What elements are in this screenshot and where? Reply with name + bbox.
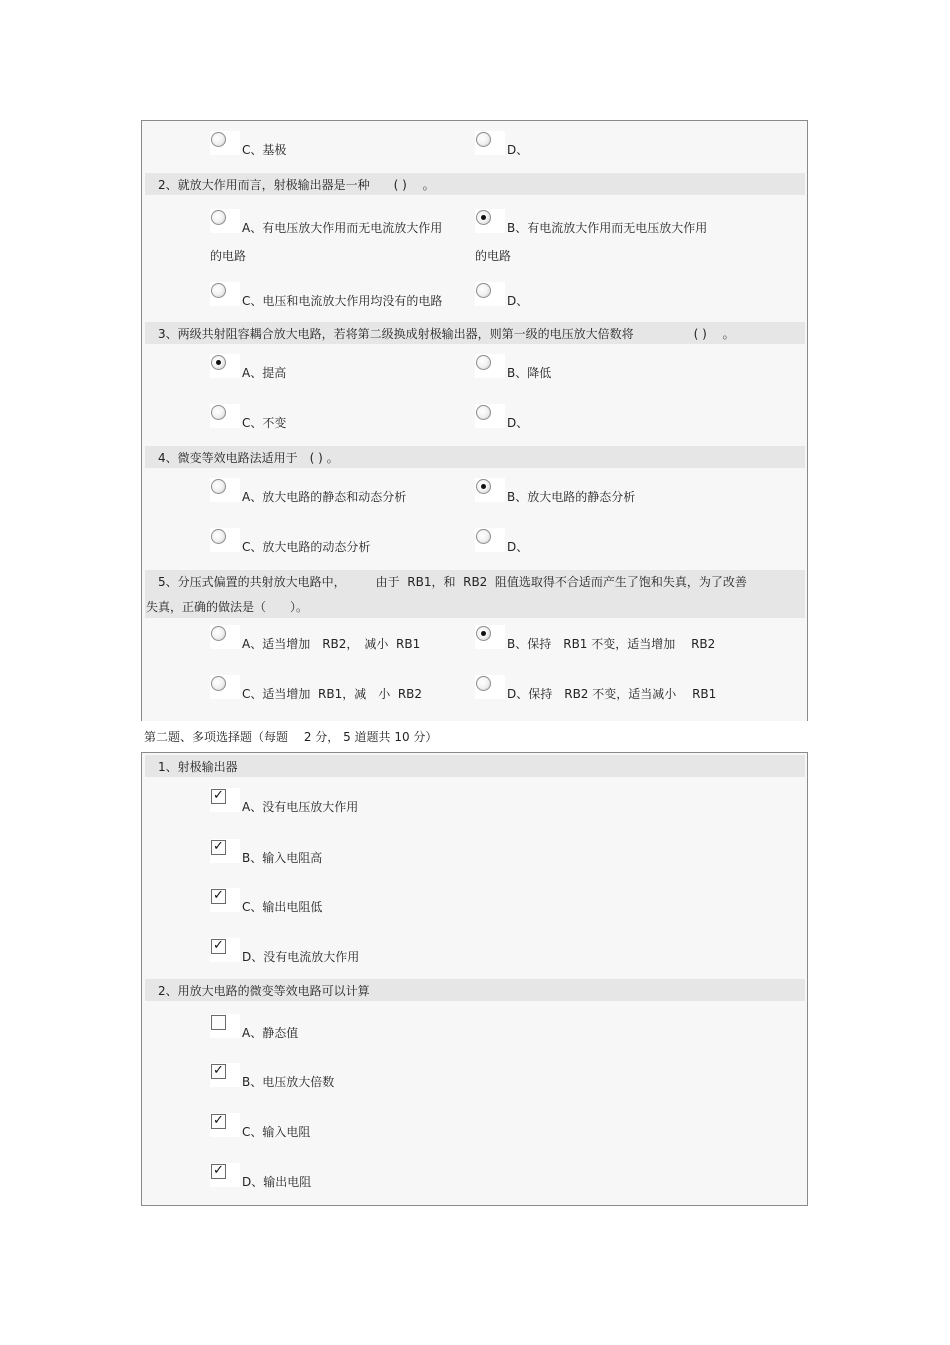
radio-button-frame[interactable] bbox=[475, 478, 505, 502]
radio-button-frame[interactable] bbox=[475, 354, 505, 378]
single-choice-section bbox=[141, 120, 808, 723]
radio-unselected-icon[interactable] bbox=[476, 355, 491, 370]
radio-button-frame[interactable] bbox=[210, 131, 240, 155]
option-label: A、放大电路的静态和动态分析 bbox=[242, 490, 407, 504]
option-label: D、保持 RB2 不变，适当减小 RB1 bbox=[507, 687, 717, 701]
option-label: C、输入电阻 bbox=[242, 1125, 311, 1139]
radio-button-frame[interactable] bbox=[475, 209, 505, 233]
option-label: B、有电流放大作用而无电压放大作用 bbox=[507, 221, 708, 235]
radio-unselected-icon[interactable] bbox=[211, 210, 226, 225]
radio-unselected-icon[interactable] bbox=[476, 676, 491, 691]
radio-button-frame[interactable] bbox=[210, 625, 240, 649]
radio-unselected-icon[interactable] bbox=[211, 626, 226, 641]
radio-button-frame[interactable] bbox=[210, 478, 240, 502]
question-text: 2、用放大电路的微变等效电路可以计算 bbox=[158, 984, 370, 998]
option-label: A、没有电压放大作用 bbox=[242, 800, 359, 814]
option-label-continued: 的电路 bbox=[210, 249, 247, 263]
checkbox-checked-icon[interactable]: ✓ bbox=[211, 889, 226, 904]
option-label: D、 bbox=[507, 294, 529, 308]
question-row bbox=[145, 446, 805, 468]
option-label: C、不变 bbox=[242, 416, 287, 430]
option-label: B、降低 bbox=[507, 366, 552, 380]
checkbox-checked-icon[interactable]: ✓ bbox=[211, 789, 226, 804]
question-row bbox=[145, 979, 805, 1001]
radio-button-frame[interactable] bbox=[210, 404, 240, 428]
option-label: A、适当增加 RB2， 减小 RB1 bbox=[242, 637, 421, 651]
radio-button-frame[interactable] bbox=[475, 625, 505, 649]
checkbox-frame[interactable] bbox=[210, 1113, 240, 1137]
radio-selected-icon[interactable] bbox=[476, 210, 491, 225]
radio-button-frame[interactable] bbox=[475, 675, 505, 699]
checkbox-frame[interactable] bbox=[210, 938, 240, 962]
radio-unselected-icon[interactable] bbox=[476, 283, 491, 298]
radio-unselected-icon[interactable] bbox=[476, 132, 491, 147]
question-row bbox=[145, 173, 805, 195]
section-separator bbox=[141, 721, 808, 752]
radio-unselected-icon[interactable] bbox=[476, 529, 491, 544]
radio-button-frame[interactable] bbox=[210, 282, 240, 306]
radio-selected-icon[interactable] bbox=[476, 626, 491, 641]
checkbox-unchecked-icon[interactable] bbox=[211, 1015, 226, 1030]
question-text: 4、微变等效电路法适用于 ( ) 。 bbox=[158, 451, 339, 465]
option-label: B、保持 RB1 不变，适当增加 RB2 bbox=[507, 637, 716, 651]
checkbox-frame[interactable] bbox=[210, 1163, 240, 1187]
radio-button-frame[interactable] bbox=[210, 354, 240, 378]
option-label-continued: 的电路 bbox=[475, 249, 512, 263]
option-label: D、 bbox=[507, 416, 529, 430]
checkbox-checked-icon[interactable]: ✓ bbox=[211, 1064, 226, 1079]
radio-button-frame[interactable] bbox=[475, 131, 505, 155]
option-label: A、提高 bbox=[242, 366, 287, 380]
radio-unselected-icon[interactable] bbox=[211, 676, 226, 691]
radio-button-frame[interactable] bbox=[475, 528, 505, 552]
radio-selected-icon[interactable] bbox=[211, 355, 226, 370]
multi-choice-section bbox=[141, 752, 808, 1206]
option-label: D、输出电阻 bbox=[242, 1175, 312, 1189]
checkbox-checked-icon[interactable]: ✓ bbox=[211, 1114, 226, 1129]
option-label: B、放大电路的静态分析 bbox=[507, 490, 636, 504]
radio-button-frame[interactable] bbox=[475, 282, 505, 306]
question-text: 1、射极输出器 bbox=[158, 760, 238, 774]
radio-button-frame[interactable] bbox=[475, 404, 505, 428]
option-label: C、输出电阻低 bbox=[242, 900, 323, 914]
checkbox-frame[interactable] bbox=[210, 788, 240, 812]
checkbox-frame[interactable] bbox=[210, 1063, 240, 1087]
radio-button-frame[interactable] bbox=[210, 209, 240, 233]
radio-button-frame[interactable] bbox=[210, 675, 240, 699]
option-label: C、放大电路的动态分析 bbox=[242, 540, 371, 554]
option-label: B、输入电阻高 bbox=[242, 851, 323, 865]
option-label: A、有电压放大作用而无电流放大作用 bbox=[242, 221, 443, 235]
option-label: A、静态值 bbox=[242, 1026, 299, 1040]
option-label: B、电压放大倍数 bbox=[242, 1075, 335, 1089]
option-label: C、电压和电流放大作用均没有的电路 bbox=[242, 294, 443, 308]
checkbox-frame[interactable] bbox=[210, 1014, 240, 1038]
option-label: D、没有电流放大作用 bbox=[242, 950, 360, 964]
option-label: C、适当增加 RB1，减 小 RB2 bbox=[242, 687, 423, 701]
question-text: 3、两级共射阻容耦合放大电路，若将第二级换成射极输出器，则第一级的电压放大倍数将 ( ) 。 bbox=[158, 327, 735, 341]
checkbox-checked-icon[interactable]: ✓ bbox=[211, 939, 226, 954]
checkbox-frame[interactable] bbox=[210, 839, 240, 863]
radio-unselected-icon[interactable] bbox=[211, 479, 226, 494]
radio-unselected-icon[interactable] bbox=[476, 405, 491, 420]
option-label: D、 bbox=[507, 540, 529, 554]
radio-unselected-icon[interactable] bbox=[211, 529, 226, 544]
radio-unselected-icon[interactable] bbox=[211, 283, 226, 298]
radio-unselected-icon[interactable] bbox=[211, 132, 226, 147]
radio-selected-icon[interactable] bbox=[476, 479, 491, 494]
checkbox-checked-icon[interactable]: ✓ bbox=[211, 1164, 226, 1179]
option-label: C、基极 bbox=[242, 143, 287, 157]
radio-button-frame[interactable] bbox=[210, 528, 240, 552]
question-text: 5、分压式偏置的共射放大电路中， 由于 RB1，和 RB2 阻值选取得不合适而产生了饱和失真，为了改善 bbox=[158, 575, 747, 589]
section-title: 第二题、多项选择题（每题 2 分， 5 道题共 10 分） bbox=[144, 730, 438, 744]
question-text: 2、就放大作用而言，射极输出器是一种 ( ) 。 bbox=[158, 178, 435, 192]
question-text-continued: 失真，正确的做法是（ ）。 bbox=[146, 600, 309, 614]
checkbox-checked-icon[interactable]: ✓ bbox=[211, 840, 226, 855]
question-row bbox=[145, 755, 805, 777]
option-label: D、 bbox=[507, 143, 529, 157]
question-row bbox=[145, 570, 805, 618]
radio-unselected-icon[interactable] bbox=[211, 405, 226, 420]
question-row bbox=[145, 322, 805, 344]
checkbox-frame[interactable] bbox=[210, 888, 240, 912]
